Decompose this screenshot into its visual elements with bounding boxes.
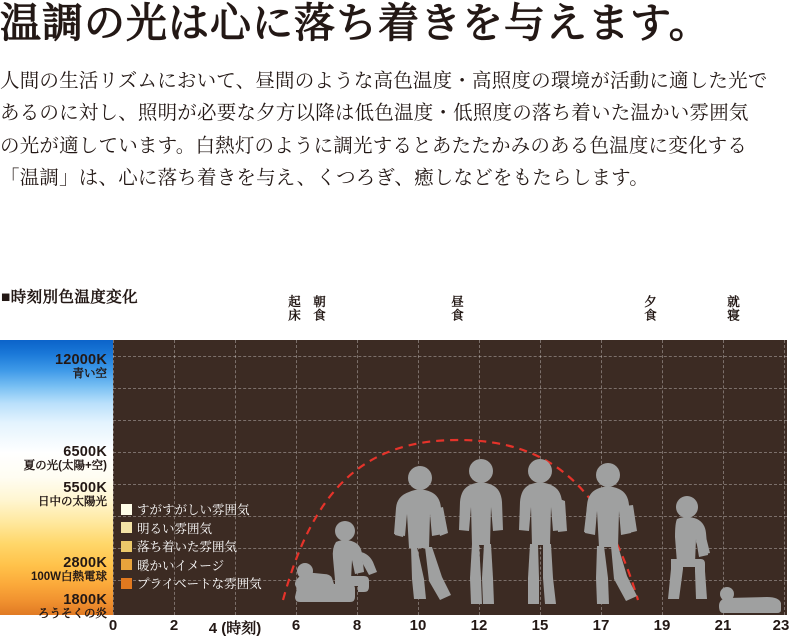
event-label-wake: 起床 <box>286 295 301 322</box>
scale-label-12000k: 12000K 青い空 <box>55 352 107 381</box>
color-temperature-chart <box>0 340 787 621</box>
legend-item <box>121 500 301 519</box>
event-label-dinner: 夕食 <box>642 295 657 322</box>
x-tick-21: 21 <box>714 617 732 634</box>
event-label-breakfast: 朝食 <box>311 295 326 322</box>
x-tick-0: 0 <box>108 617 118 634</box>
x-tick-8: 8 <box>352 617 362 634</box>
x-tick-15: 15 <box>531 617 549 634</box>
x-tick-12: 12 <box>470 617 488 634</box>
legend-swatch-1 <box>121 504 132 515</box>
x-tick-19: 19 <box>653 617 671 634</box>
legend-swatch-3 <box>121 541 132 552</box>
figure-lying-person <box>713 584 785 614</box>
legend-label-1: すがすがしい雰囲気 <box>137 503 250 518</box>
scale-label-5500k: 5500K 日中の太陽光 <box>38 480 107 509</box>
event-label-lunch: 昼食 <box>449 295 464 322</box>
legend-item <box>121 574 301 593</box>
legend-swatch-4 <box>121 559 132 570</box>
page-title: 温調の光は心に落ち着きを与えます。 <box>0 0 711 46</box>
figure-walking-person <box>383 465 457 605</box>
legend-label-5: プライベートな雰囲気 <box>137 577 262 592</box>
x-tick-2: 2 <box>169 617 179 634</box>
legend-label-3: 落ち着いた雰囲気 <box>137 540 238 555</box>
chart-legend <box>121 500 301 593</box>
legend-label-2: 明るい雰囲気 <box>137 521 213 536</box>
x-tick-23: 23 <box>772 617 790 634</box>
chart-plot-area <box>113 340 787 615</box>
figure-standing-person-2 <box>513 458 571 606</box>
chart-section-title: ■時刻別色温度変化 <box>1 289 138 306</box>
color-temperature-scale <box>0 340 113 621</box>
scale-label-6500k: 6500K 夏の光(太陽+空) <box>23 444 107 473</box>
legend-item <box>121 556 301 575</box>
legend-swatch-5 <box>121 578 132 589</box>
x-tick-6: 6 <box>291 617 301 634</box>
scale-label-1800k: 1800K ろうそくの炎 <box>38 592 107 621</box>
figure-walking-person-2 <box>575 462 647 606</box>
x-tick-17: 17 <box>592 617 610 634</box>
legend-item <box>121 537 301 556</box>
figure-standing-person <box>453 458 509 606</box>
x-axis <box>0 615 791 641</box>
event-label-bedtime: 就寝 <box>725 295 740 322</box>
intro-paragraph: 人間の生活リズムにおいて、昼間のような高色温度・高照度の環境が活動に適した光であるのに対し、照明が必要な夕方以降は低色温度・低照度の落ち着いた温かい雰囲気の光が適しています。白熱灯のように調光するとあたたかみのある色温度に変化する「温調」は、心に落ち着きを与え、くつろぎ、癒しなどをもたらします。 <box>0 71 768 190</box>
x-tick-10: 10 <box>409 617 427 634</box>
legend-item <box>121 519 301 538</box>
figure-sitting-person <box>323 520 385 602</box>
scale-label-2800k: 2800K 100W白熱電球 <box>30 555 107 584</box>
legend-label-4: 暖かいイメージ <box>137 558 225 573</box>
x-tick-4: 4 (時刻) <box>208 620 262 637</box>
legend-swatch-2 <box>121 522 132 533</box>
